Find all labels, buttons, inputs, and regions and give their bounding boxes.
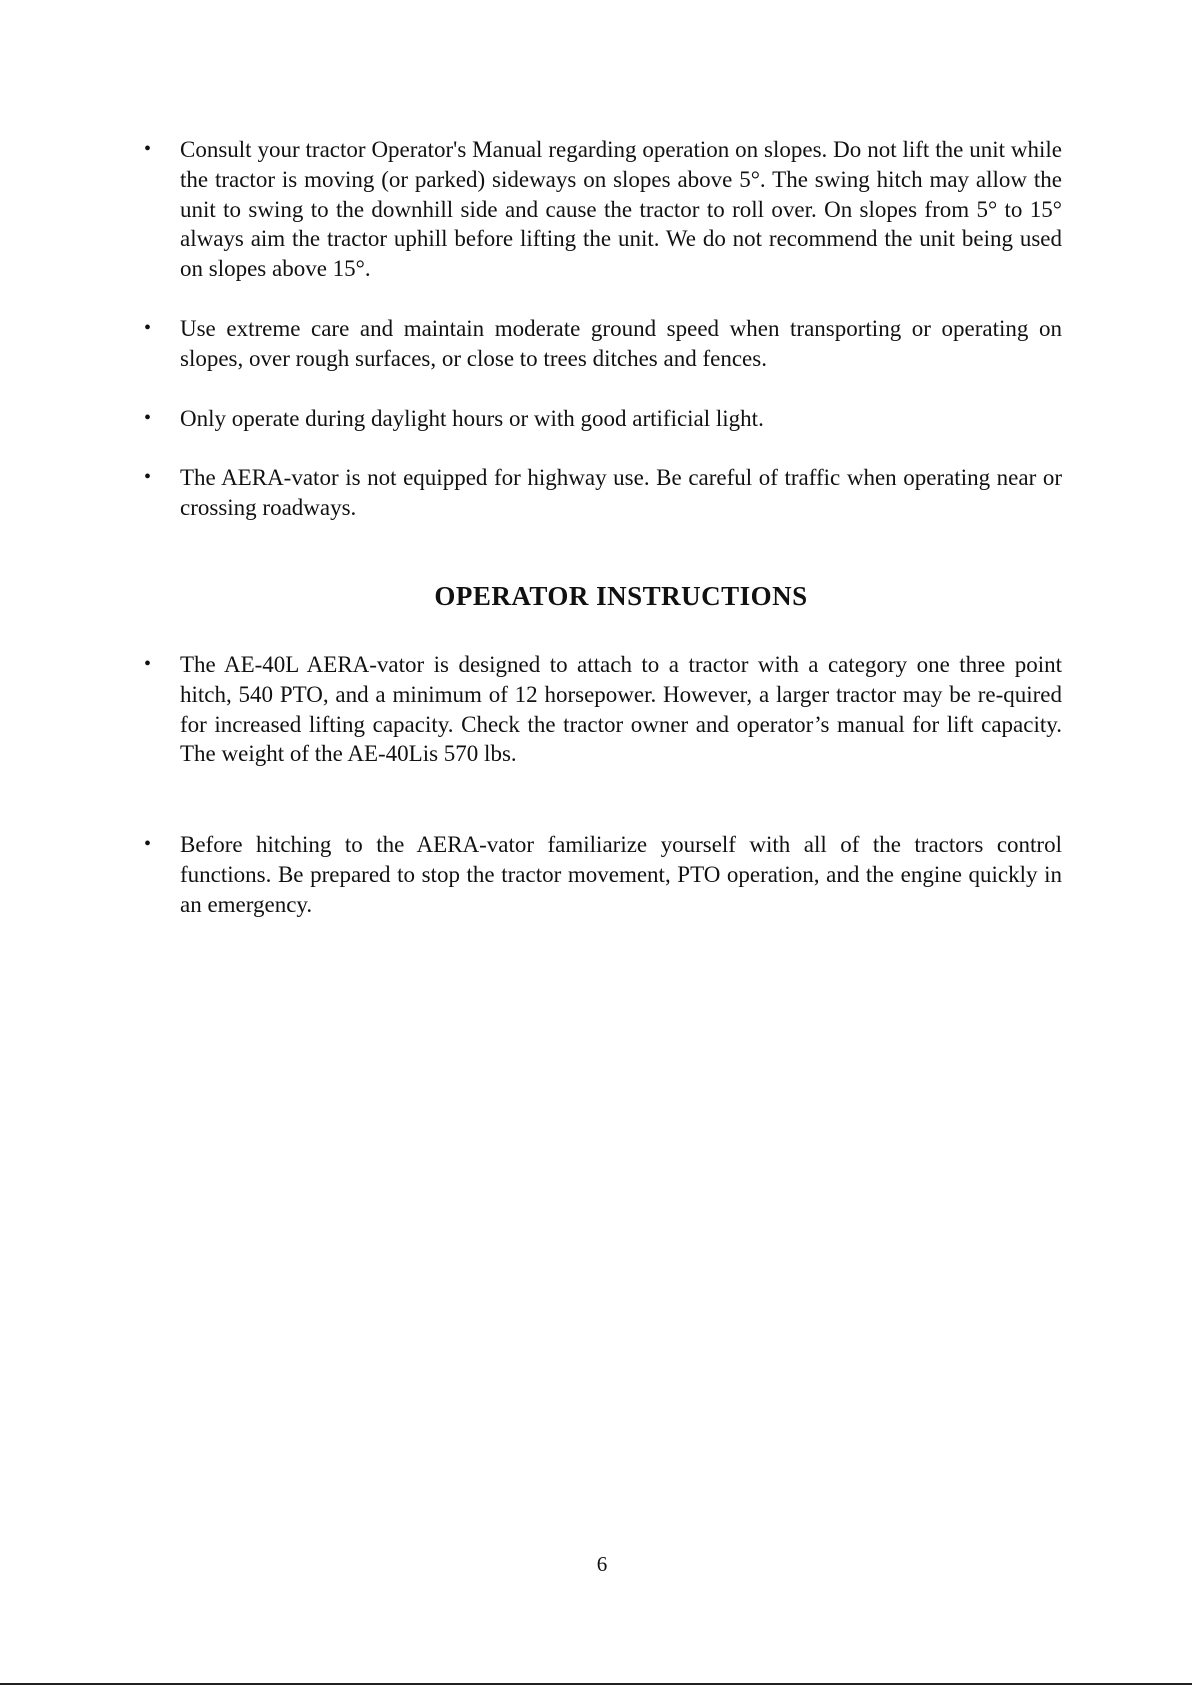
bullet-icon: •	[144, 833, 152, 856]
bullet-text: Use extreme care and maintain moderate ground speed when transporting or operating on slopes, over rough surfaces, or close to trees ditches and fences.	[180, 315, 1062, 371]
bullet-icon: •	[144, 138, 152, 160]
bullet-icon: •	[144, 652, 152, 675]
bullet-icon: •	[144, 316, 152, 339]
bullet-text: Before hitching to the AERA-vator familiarize yourself with all of the tractors control functions. Be prepared to stop the tractor movement, PTO operation, and the engine quickly in an emergency.	[180, 832, 1062, 917]
bullet-slopes	[140, 135, 1062, 284]
safety-bullet-list	[140, 135, 1062, 523]
operator-bullet-list	[140, 650, 1062, 920]
bullet-hitching	[140, 830, 1062, 919]
bullet-icon: •	[144, 406, 152, 429]
section-heading: OPERATOR INSTRUCTIONS	[434, 580, 808, 611]
bullet-icon: •	[144, 466, 152, 489]
page-content	[140, 135, 1062, 920]
bullet-text: Only operate during daylight hours or with good artificial light.	[180, 405, 764, 431]
bullet-tractor-requirements	[140, 650, 1062, 769]
bullet-text: The AE-40L AERA-vator is designed to attach to a tractor with a category one three point hitch, 540 PTO, and a minimum of 12 horsepower. However, a larger tractor may be re-quired for increased lifting capacity. Check the tractor owner and operator’s manual for lift capacity. The weight of the AE-40Lis 570 lbs.	[180, 651, 1062, 767]
bullet-highway	[140, 463, 1062, 523]
bullet-ground-speed	[140, 314, 1062, 374]
page-number: 6	[596, 1552, 608, 1576]
bullet-text: Consult your tractor Operator's Manual regarding operation on slopes. Do not lift the unit while the tractor is moving (or parked) sideways on slopes above 5°. The swing hitch may allow the unit to swing to the downhill side and cause the tractor to roll over. On slopes from 5° to 15° always aim the tractor uphill before lifting the unit. We do not recommend the unit being used on slopes above 15°.	[180, 137, 1062, 282]
bullet-daylight	[140, 404, 1062, 434]
bullet-text: The AERA-vator is not equipped for highway use. Be careful of traffic when operating near or crossing roadways.	[180, 465, 1062, 521]
